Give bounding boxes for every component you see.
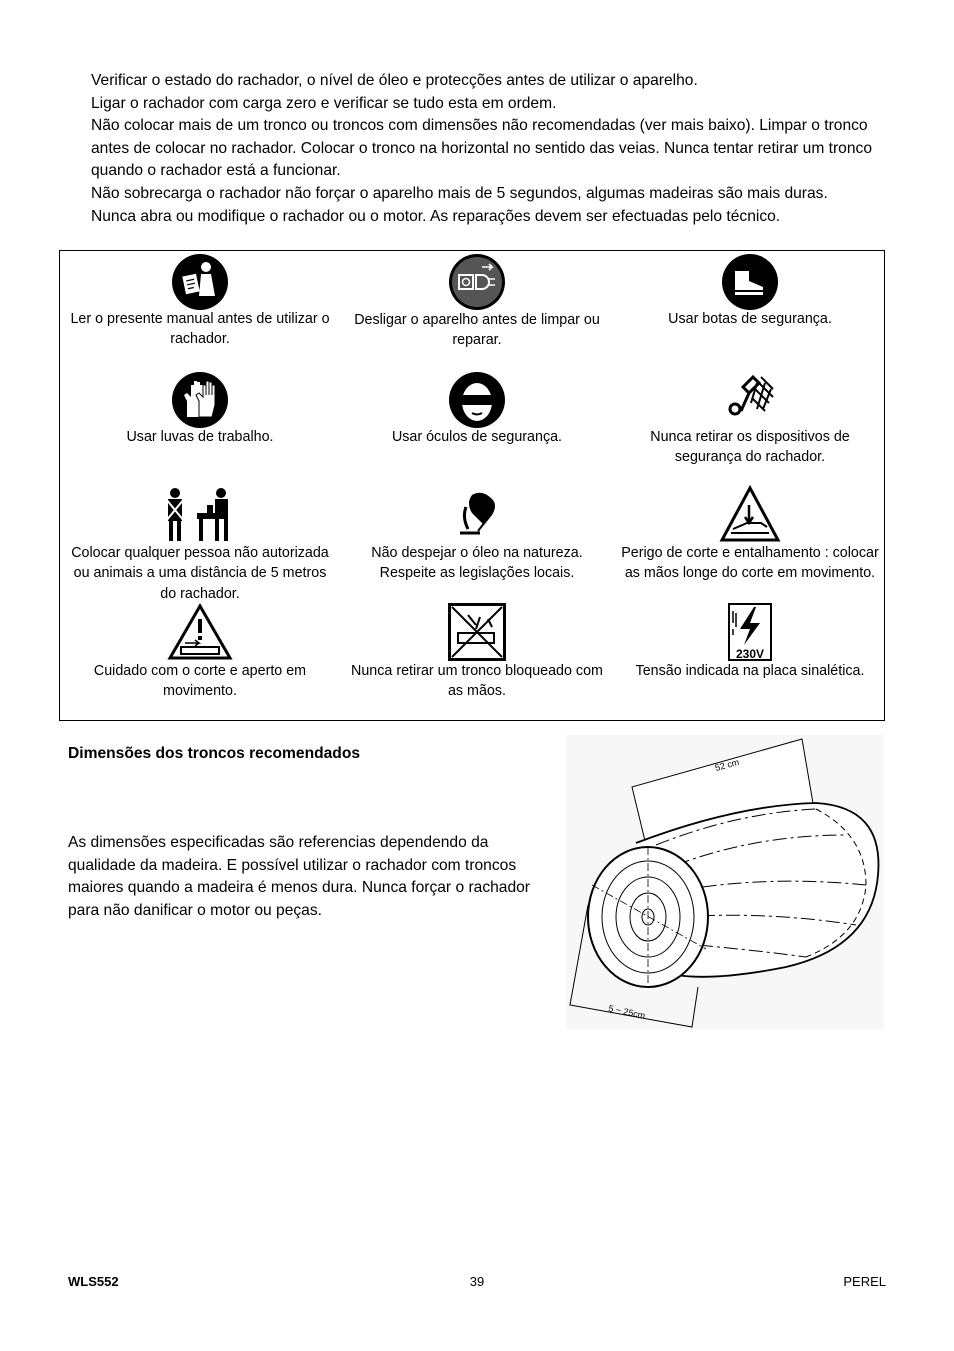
no-remove-guards-icon bbox=[721, 369, 779, 427]
symbol-cell-boots bbox=[615, 251, 885, 361]
symbol-caption: Desligar o aparelho antes de limpar ou reparar. bbox=[354, 312, 600, 349]
symbol-cell-gloves bbox=[65, 369, 335, 479]
symbol-cell-goggles bbox=[342, 369, 612, 479]
symbol-caption: Perigo de corte e entalhamento : colocar as mãos longe do corte em movimento. bbox=[621, 545, 879, 582]
voltage-badge: 230V bbox=[735, 647, 765, 661]
crush-warning-icon bbox=[167, 603, 233, 661]
symbol-caption: Ler o presente manual antes de utilizar o rachador. bbox=[70, 311, 330, 348]
intro-instructions bbox=[91, 70, 891, 228]
symbol-cell-jam bbox=[342, 603, 612, 713]
instruction-4: Não sobrecarga o rachador não forçar o aparelho mais de 5 segundos, algumas madeiras são mais duras. bbox=[91, 184, 828, 202]
symbol-caption: Usar óculos de segurança. bbox=[391, 429, 563, 445]
footer-page-number: 39 bbox=[469, 1274, 485, 1289]
voltage-icon bbox=[728, 603, 772, 661]
diameter-label: 5 ~ 25cm bbox=[607, 1003, 647, 1021]
unplug-icon bbox=[448, 253, 506, 311]
symbol-caption: Usar luvas de trabalho. bbox=[126, 429, 274, 445]
no-oil-dumping-icon bbox=[452, 489, 502, 543]
symbol-cell-distance bbox=[65, 485, 335, 605]
symbol-cell-voltage bbox=[615, 603, 885, 713]
section-heading: Dimensões dos troncos recomendados bbox=[68, 745, 361, 762]
instruction-2: Ligar o rachador com carga zero e verificar se tudo esta em ordem. bbox=[91, 94, 557, 112]
work-gloves-icon bbox=[171, 371, 229, 429]
footer-brand: PEREL bbox=[843, 1274, 886, 1289]
symbol-cell-oil bbox=[342, 485, 612, 605]
symbol-cell-read-manual bbox=[65, 251, 335, 361]
symbol-caption: Tensão indicada na placa sinalética. bbox=[635, 663, 865, 679]
safety-boots-icon bbox=[721, 253, 779, 311]
symbol-caption: Usar botas de segurança. bbox=[668, 311, 832, 327]
dimensions-text: As dimensões especificadas são referencias dependendo da qualidade da madeira. E possível utilizar o rachador com troncos maiores quando a madeira é menos dura. Nunca forçar o rachador para não danificar o motor ou peças. bbox=[68, 834, 531, 919]
cutting-hazard-icon bbox=[719, 485, 781, 543]
symbol-cell-unplug bbox=[342, 251, 612, 361]
safety-symbols-table bbox=[59, 250, 885, 721]
symbol-caption: Nunca retirar os dispositivos de segurança do rachador. bbox=[650, 429, 850, 466]
keep-distance-icon bbox=[163, 485, 237, 545]
length-label: 52 cm bbox=[713, 756, 741, 773]
log-dimensions-figure bbox=[566, 735, 884, 1029]
symbol-caption: Não despejar o óleo na natureza. Respeite as legislações locais. bbox=[371, 545, 583, 582]
symbol-cell-guards bbox=[615, 369, 885, 479]
read-manual-icon bbox=[171, 253, 229, 311]
symbol-caption: Cuidado com o corte e aperto em movimento. bbox=[93, 663, 307, 700]
symbol-caption: Colocar qualquer pessoa não autorizada ou animais a uma distância de 5 metros do rachador. bbox=[71, 545, 329, 602]
instruction-5: Nunca abra ou modifique o rachador ou o motor. As reparações devem ser efectuadas pelo técnico. bbox=[91, 207, 781, 225]
instruction-3: Não colocar mais de um tronco ou troncos com dimensões não recomendadas (ver mais baixo). Limpar o tronco antes de colocar no rachador. Colocar o tronco na horizontal no sentido das veias. Nunca tentar retirar um tronco quando o rachador está a funcionar. bbox=[91, 117, 872, 180]
footer-model: WLS552 bbox=[68, 1274, 119, 1289]
safety-goggles-icon bbox=[448, 371, 506, 429]
symbol-cell-cutting bbox=[615, 485, 885, 605]
symbol-caption: Nunca retirar um tronco bloqueado com as mãos. bbox=[351, 663, 603, 700]
no-hands-jam-icon bbox=[448, 603, 506, 661]
symbol-cell-crush bbox=[65, 603, 335, 713]
instruction-1: Verificar o estado do rachador, o nível de óleo e protecções antes de utilizar o aparelho. bbox=[91, 72, 698, 89]
